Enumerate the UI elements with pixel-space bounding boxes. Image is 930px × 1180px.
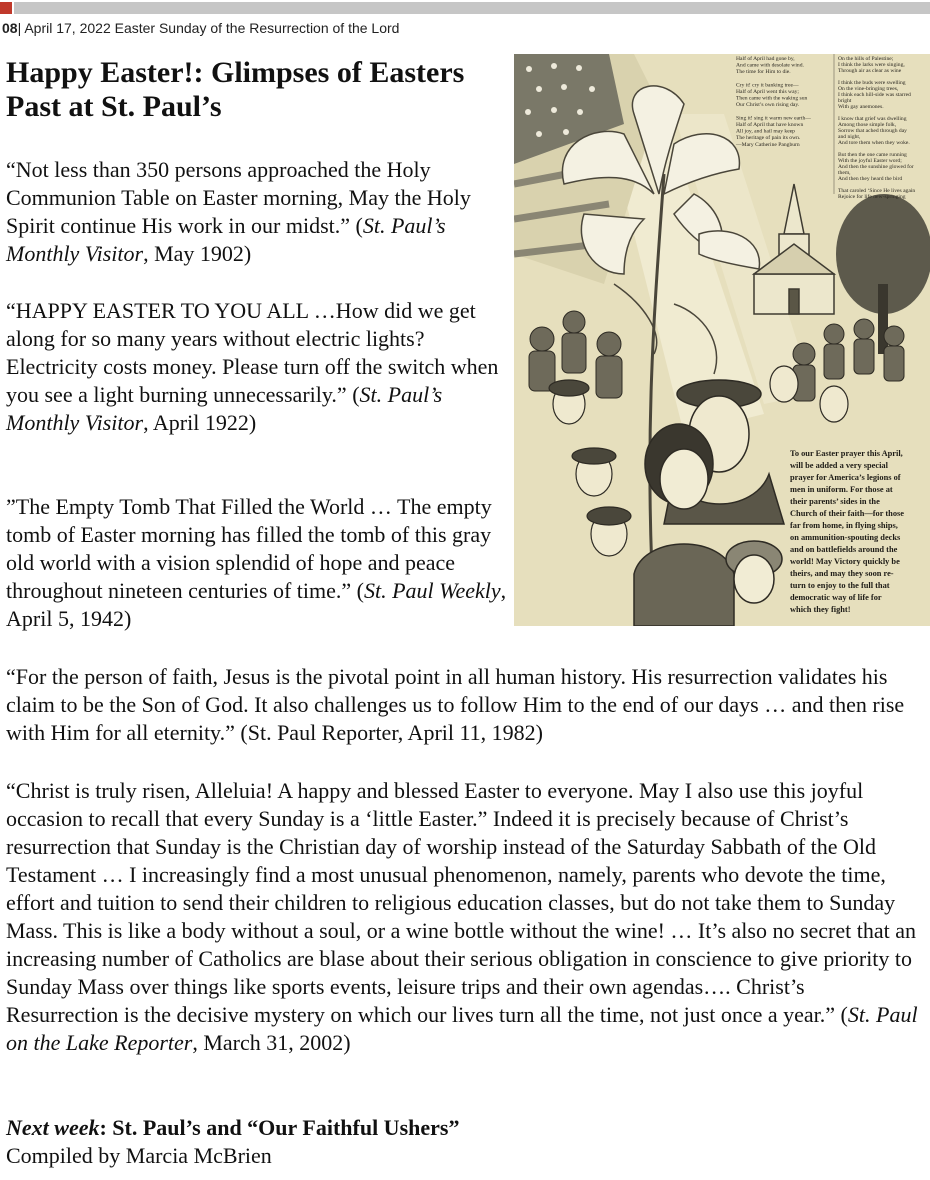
quote-text: “Not less than 350 persons approached the Holy Communion Table on Easter morning, May the Holy Spirit continue His work in our midst.” ( — [6, 157, 471, 238]
caption-line: far from home, in flying ships, — [790, 521, 898, 530]
quote-source: St. Paul on the Lake Reporter — [6, 1002, 918, 1055]
poem-line: With the joyful Easter word; — [838, 158, 902, 164]
poem-line: And then the sunshine glowed for — [838, 164, 914, 170]
caption-line: will be added a very special — [790, 461, 888, 470]
quote-source: St. Paul Weekly — [364, 578, 501, 603]
quote-source: St. Paul’s Monthly Visitor — [6, 382, 443, 435]
caption-line: To our Easter prayer this April, — [790, 449, 903, 458]
caption-line: men in uniform. For those at — [790, 485, 893, 494]
quote-date: , April 5, 1942) — [6, 578, 507, 631]
page-header — [2, 20, 399, 36]
next-week-label: Next week — [6, 1115, 100, 1140]
poem-line: Rejoice for life new-springing — [838, 194, 906, 200]
poem-line: Our Christ’s own rising day. — [736, 102, 800, 109]
header-date: April 17, 2022 Easter Sunday of the Resurrection of the Lord — [21, 20, 400, 36]
caption-line: which they fight! — [790, 605, 851, 614]
poem-line: The time for Him to die. — [736, 69, 791, 76]
poem-line: And came with desolate wind. — [736, 62, 804, 69]
caption-line: and on battlefields around the — [790, 545, 898, 554]
poem-line: Sorrow that ached through day — [838, 128, 907, 134]
poem-line: With gay anemones. — [838, 104, 884, 110]
poem-line: On the vine-bringing trees, — [838, 86, 899, 92]
author-credit: Compiled by Marcia McBrien — [6, 1143, 272, 1168]
quote-1922 — [6, 297, 510, 437]
poem-line: Half of April had gone by, — [736, 56, 795, 62]
quote-2002 — [6, 777, 922, 1057]
caption-line: turn to enjoy to the full that — [790, 581, 890, 590]
poem-line: Through air as clear as wine — [838, 68, 902, 74]
article-title: Happy Easter!: Glimpses of Easters Past at St. Paul’s — [6, 56, 465, 123]
header-rule — [14, 2, 930, 14]
quote-date: , March 31, 2002) — [192, 1030, 351, 1055]
next-week-line — [6, 1114, 459, 1142]
poem-line: Cry it! cry it banking tree— — [736, 82, 799, 89]
poem-line: I think the larks were singing, — [838, 62, 905, 68]
quote-date: , April 1922) — [143, 410, 257, 435]
poem-line: Among those simple folk, — [838, 122, 897, 128]
caption-line: prayer for America’s legions of — [790, 473, 901, 482]
caption-line: on ammunition-spouting decks — [790, 533, 901, 542]
poem-line: Then came with the waking sun — [736, 95, 808, 102]
poem-line: I know that grief was dwelling — [838, 116, 907, 122]
quote-text: “For the person of faith, Jesus is the pivotal point in all human history. His resurrection validates his claim to be the Son of God. It also challenges us to follow Him to the end of our days … and then rise with Him for all eternity.” (St. Paul Reporter, April 11, 1982) — [6, 664, 905, 745]
caption-line: theirs, and may they soon re- — [790, 569, 894, 578]
caption-line: democratic way of life for — [790, 593, 882, 602]
poem-line: I think each hill-side was starred — [838, 92, 911, 98]
quote-source: St. Paul’s Monthly Visitor — [6, 213, 446, 266]
poem-line: But then the one came running — [838, 152, 907, 158]
quote-1942 — [6, 493, 510, 633]
quote-1902 — [6, 156, 510, 268]
caption-line: world! May Victory quickly be — [790, 557, 900, 566]
poem-line: —Mary Catherine Pangburn — [736, 141, 800, 148]
poem-line: And tore them when they woke. — [838, 140, 910, 146]
vintage-easter-illustration — [514, 54, 930, 626]
poem-line: Sing it! sing it warm new earth— — [736, 115, 811, 122]
poem-line: The heritage of pain its own. — [736, 135, 801, 142]
page-number: 08 — [2, 20, 18, 36]
next-week-topic: : St. Paul’s and “Our Faithful Ushers” — [99, 1115, 460, 1140]
poem-line: them, — [838, 170, 851, 176]
header-separator: | — [17, 20, 22, 36]
poem-line: That caroled ‘Since He lives again — [838, 188, 916, 194]
header-accent-block — [0, 2, 12, 14]
poem-line: Half of April that have known — [736, 122, 804, 128]
quote-text: “Christ is truly risen, Alleluia! A happy and blessed Easter to everyone. May I also use this joyful occasion to recall that every Sunday is a ‘little Easter.” Indeed it is precisely because of Christ’s resurrection that Sunday is the Christian day of worship instead of the Saturday Sabbath of the Old Testament … I increasingly find a most unusual phenomenon, namely, parents who devote the time, effort and tuition to send their children to religious education classes, but do not take them to Sunday Mass. This is like a body without a soul, or a wine bottle without the wine! … It’s also no secret that an increasing number of Catholics are blase about their serious obligation in conscience to give priority to Sunday Mass over things like sports events, leisure trips and their own agendas…. Christ’s Resurrection is the decisive mystery on which our lives turn all the time, not just once a year.” ( — [6, 778, 917, 1027]
quote-date: , May 1902) — [143, 241, 252, 266]
poem-line: and night, — [838, 134, 861, 140]
caption-line: their parents’ sides in the — [790, 497, 880, 506]
poem-line: All joy, and hail may keep — [736, 128, 795, 135]
header-bar — [0, 0, 930, 14]
poem-line: I think the buds were swelling — [838, 80, 906, 86]
poem-line: bright — [838, 98, 852, 104]
poem-line: And then they heard the bird — [838, 176, 903, 182]
quote-text: “HAPPY EASTER TO YOU ALL …How did we get along for so many years without electric lights? Electricity costs money. Please turn off the switch when you see a light burning unnecessarily.” ( — [6, 298, 499, 407]
caption-line: Church of their faith—for those — [790, 509, 904, 518]
poem-line: Half of April went this way; — [736, 89, 799, 95]
quote-text: ”The Empty Tomb That Filled the World … The empty tomb of Easter morning has filled the tomb of this gray old world with a vision splendid of hope and peace throughout nineteen centuries of time.” ( — [6, 494, 492, 603]
poem-line: On the hills of Palestine; — [838, 56, 894, 62]
quote-1982 — [6, 663, 922, 747]
